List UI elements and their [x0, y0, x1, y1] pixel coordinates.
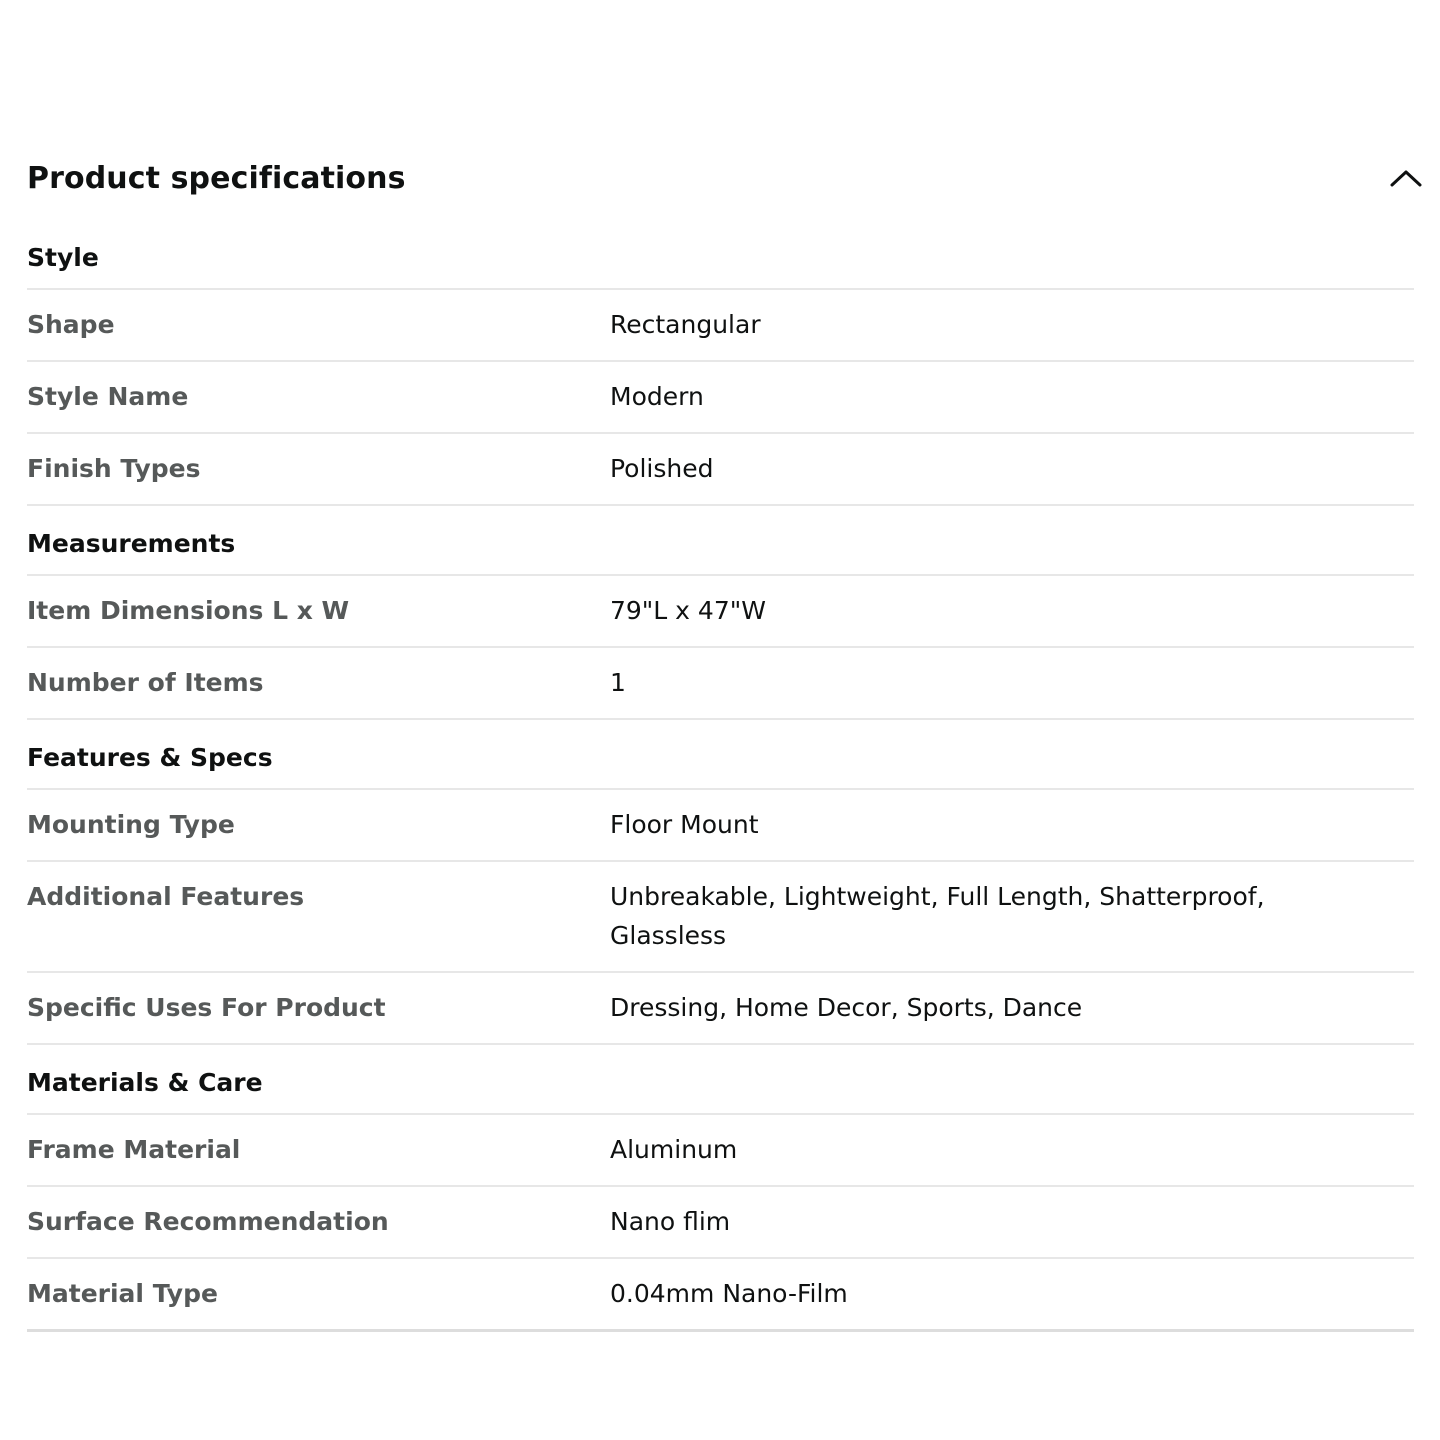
spec-value: 79"L x 47"W [610, 596, 766, 625]
spec-sections [27, 242, 1414, 1332]
spec-label: Material Type [27, 1279, 218, 1308]
spec-row [27, 290, 1414, 362]
section-measurements [27, 506, 1414, 720]
spec-label: Surface Recommendation [27, 1207, 389, 1236]
spec-label: Style Name [27, 382, 189, 411]
chevron-up-icon [1389, 168, 1423, 188]
spec-value: Rectangular [610, 310, 761, 339]
spec-label: Specific Uses For Product [27, 993, 386, 1022]
spec-row [27, 434, 1414, 506]
spec-label: Shape [27, 310, 115, 339]
spec-row [27, 1259, 1414, 1332]
spec-value: Nano flim [610, 1207, 731, 1236]
spec-value: 1 [610, 668, 626, 697]
collapse-toggle-button[interactable] [1386, 158, 1426, 198]
product-specifications-panel [27, 150, 1414, 1332]
spec-row [27, 973, 1414, 1045]
spec-row [27, 648, 1414, 720]
spec-row [27, 576, 1414, 648]
spec-label: Additional Features [27, 882, 305, 911]
section-title: Features & Specs [27, 720, 1414, 790]
section-materials-care [27, 1045, 1414, 1332]
section-title: Materials & Care [27, 1045, 1414, 1115]
spec-value: Unbreakable, Lightweight, Full Length, Shatterproof, Glassless [610, 882, 1265, 950]
spec-label: Number of Items [27, 668, 264, 697]
spec-label: Frame Material [27, 1135, 241, 1164]
spec-value: Floor Mount [610, 810, 759, 839]
panel-title: Product specifications [27, 160, 406, 196]
section-title: Style [27, 242, 1414, 290]
spec-row [27, 790, 1414, 862]
spec-label: Mounting Type [27, 810, 235, 839]
spec-value: Modern [610, 382, 704, 411]
panel-header[interactable] [27, 150, 1414, 206]
section-style [27, 242, 1414, 506]
spec-label: Finish Types [27, 454, 201, 483]
spec-row [27, 1115, 1414, 1187]
spec-value: Dressing, Home Decor, Sports, Dance [610, 993, 1083, 1022]
section-title: Measurements [27, 506, 1414, 576]
spec-label: Item Dimensions L x W [27, 596, 350, 625]
spec-value: Aluminum [610, 1135, 738, 1164]
spec-value: 0.04mm Nano-Film [610, 1279, 848, 1308]
spec-row [27, 862, 1414, 973]
section-features-specs [27, 720, 1414, 1045]
spec-row [27, 1187, 1414, 1259]
spec-value: Polished [610, 454, 714, 483]
spec-row [27, 362, 1414, 434]
